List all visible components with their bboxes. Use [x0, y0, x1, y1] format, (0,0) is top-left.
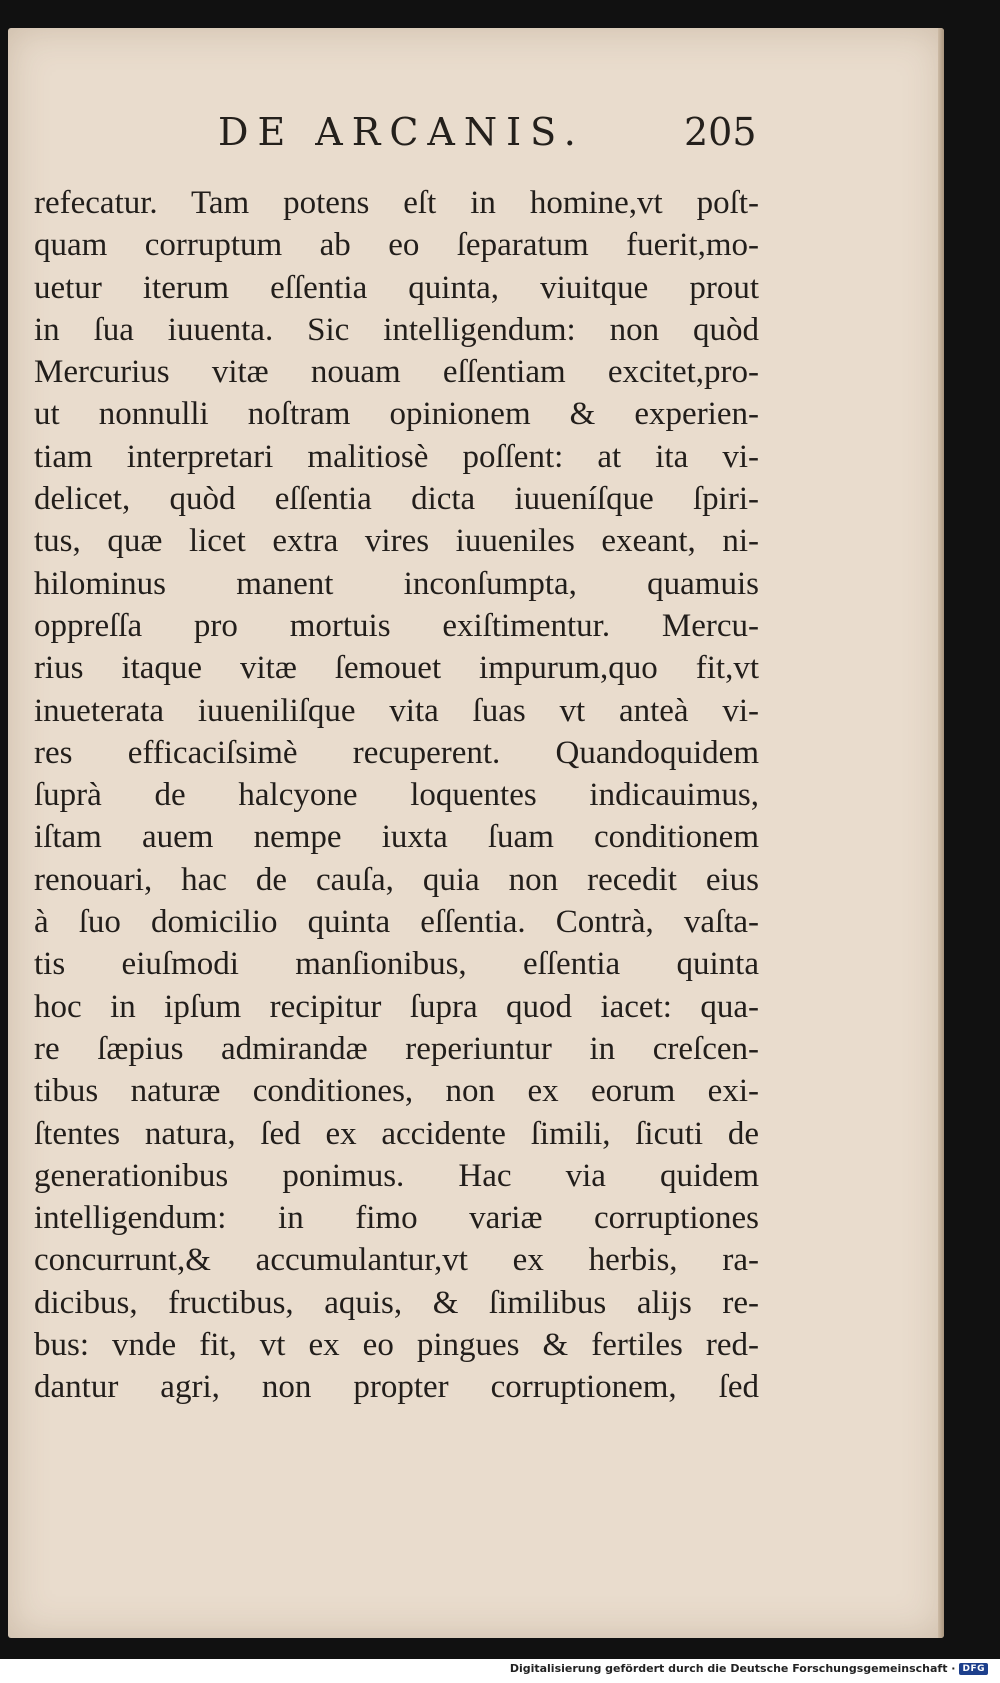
text-line: hilominus manent inconſumpta, quamuis — [34, 565, 759, 602]
text-line: inueterata iuueniliſque vita ſuas vt anteà vi- — [34, 692, 759, 729]
text-line: ſuprà de halcyone loquentes indicauimus, — [34, 777, 759, 814]
text-line: renouari, hac de cauſa, quia non recedit eius — [34, 861, 759, 898]
text-line: in ſua iuuenta. Sic intelligendum: non quòd — [34, 311, 759, 348]
text-line: concurrunt,& accumulantur,vt ex herbis, ra- — [34, 1242, 759, 1279]
text-line: dicibus, fructibus, aquis, & ſimilibus alijs re- — [34, 1284, 759, 1321]
text-line: tiam interpretari malitiosè poſſent: at ita vi- — [34, 438, 759, 475]
text-line: bus: vnde fit, vt ex eo pingues & fertiles red- — [34, 1327, 759, 1364]
page-number: 205 — [684, 110, 757, 154]
text-line: oppreſſa pro mortuis exiſtimentur. Mercu- — [34, 607, 759, 644]
text-line: tibus naturæ conditiones, non ex eorum exi- — [34, 1073, 759, 1110]
running-title: DE ARCANIS. — [218, 110, 585, 154]
text-line: delicet, quòd eſſentia dicta iuueníſque ſpiri- — [34, 481, 759, 518]
text-line: tus, quæ licet extra vires iuueniles exeant, ni- — [34, 523, 759, 560]
page-edge — [938, 28, 944, 1638]
text-line: uetur iterum eſſentia quinta, viuitque prout — [34, 269, 759, 306]
text-line: res efficaciſsimè recuperent. Quandoquidem — [34, 734, 759, 771]
text-line: generationibus ponimus. Hac via quidem — [34, 1157, 759, 1194]
text-line: ut nonnulli noſtram opinionem & experien- — [34, 396, 759, 433]
footer-credit — [510, 1662, 988, 1675]
text-line: quam corruptum ab eo ſeparatum fuerit,mo- — [34, 227, 759, 264]
text-line: re ſæpius admirandæ reperiuntur in creſcen- — [34, 1030, 759, 1067]
body-text — [34, 182, 759, 1409]
dfg-logo-icon: DFG — [959, 1663, 988, 1675]
text-line: iſtam auem nempe iuxta ſuam conditionem — [34, 819, 759, 856]
text-line: tis eiuſmodi manſionibus, eſſentia quinta — [34, 946, 759, 983]
text-line: intelligendum: in fimo variæ corruptiones — [34, 1200, 759, 1237]
footer-bar — [0, 1659, 1000, 1683]
book-page — [8, 28, 944, 1638]
text-line: rius itaque vitæ ſemouet impurum,quo fit,vt — [34, 650, 759, 687]
text-line: Mercurius vitæ nouam eſſentiam excitet,pro- — [34, 354, 759, 391]
page-header — [8, 110, 944, 170]
text-line: dantur agri, non propter corruptionem, ſed — [34, 1369, 759, 1406]
text-line: à ſuo domicilio quinta eſſentia. Contrà, vaſta- — [34, 904, 759, 941]
text-line: refecatur. Tam potens eſt in homine,vt poſt- — [34, 185, 759, 221]
text-line: hoc in ipſum recipitur ſupra quod iacet: qua- — [34, 988, 759, 1025]
funding-credit-text: Digitalisierung gefördert durch die Deutsche Forschungsgemeinschaft · — [509, 1662, 956, 1675]
text-line: ſtentes natura, ſed ex accidente ſimili, ſicuti de — [34, 1115, 759, 1152]
